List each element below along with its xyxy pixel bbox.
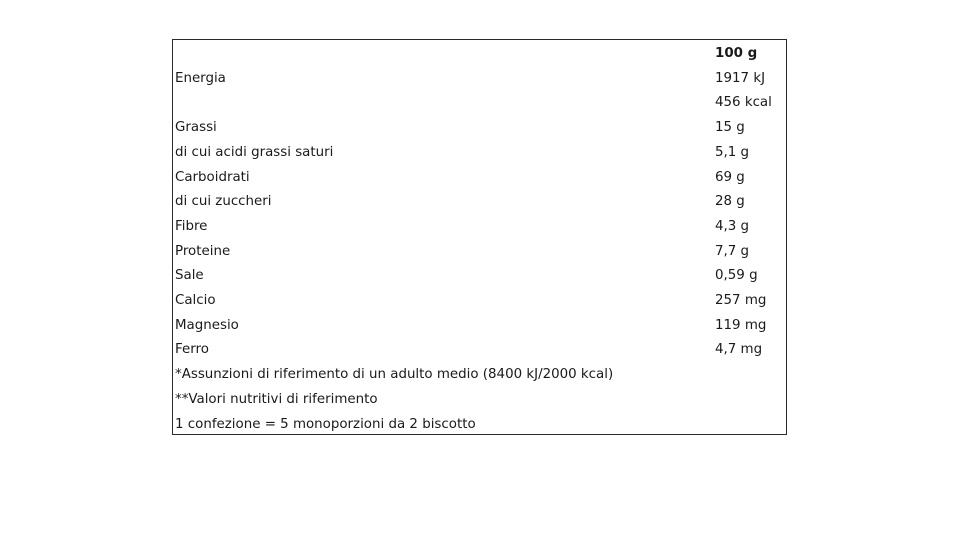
table-row: [173, 116, 786, 141]
table-row: [173, 338, 786, 363]
nutrient-label: Sale: [175, 268, 204, 284]
nutrition-table: [172, 39, 787, 435]
column-header-100g: 100 g: [715, 46, 758, 61]
nutrient-label: Calcio: [175, 293, 216, 308]
table-row: [173, 91, 786, 116]
table-row: [173, 314, 786, 339]
footnote-reference-values: **Valori nutritivi di riferimento: [175, 391, 378, 407]
nutrient-label: Ferro: [175, 342, 209, 358]
nutrient-label: di cui zuccheri: [175, 194, 272, 210]
nutrient-label: Carboidrati: [175, 169, 250, 185]
nutrient-value: 257 mg: [715, 293, 767, 308]
nutrient-label: Proteine: [175, 243, 231, 259]
table-row: [173, 240, 786, 265]
nutrient-value: 28 g: [715, 194, 745, 210]
table-row: [173, 215, 786, 240]
nutrient-value: 5,1 g: [715, 144, 750, 160]
table-row: [173, 190, 786, 215]
nutrient-value: 4,3 g: [715, 218, 750, 234]
nutrient-label: di cui acidi grassi saturi: [175, 144, 334, 160]
nutrient-value: 456 kcal: [715, 95, 772, 111]
table-row: [173, 141, 786, 166]
table-row: [173, 289, 786, 314]
table-row: [173, 166, 786, 191]
table-header-row: [173, 42, 786, 67]
nutrient-value: 0,59 g: [715, 268, 758, 284]
table-row: [173, 264, 786, 289]
nutrient-label: Energia: [175, 70, 226, 86]
nutrient-value: 15 g: [715, 120, 745, 136]
nutrient-label: Fibre: [175, 218, 208, 234]
nutrient-value: 1917 kJ: [715, 70, 766, 86]
footnote-package-portions: 1 confezione = 5 monoporzioni da 2 biscotto: [175, 416, 476, 432]
nutrient-label: Grassi: [175, 120, 217, 136]
nutrient-value: 119 mg: [715, 317, 767, 333]
nutrient-value: 69 g: [715, 169, 745, 185]
nutrient-value: 4,7 mg: [715, 342, 763, 358]
footnote-reference-intake: *Assunzioni di riferimento di un adulto medio (8400 kJ/2000 kcal): [175, 367, 614, 383]
nutrient-label: Magnesio: [175, 317, 239, 333]
nutrient-value: 7,7 g: [715, 243, 750, 259]
table-row: [173, 67, 786, 92]
